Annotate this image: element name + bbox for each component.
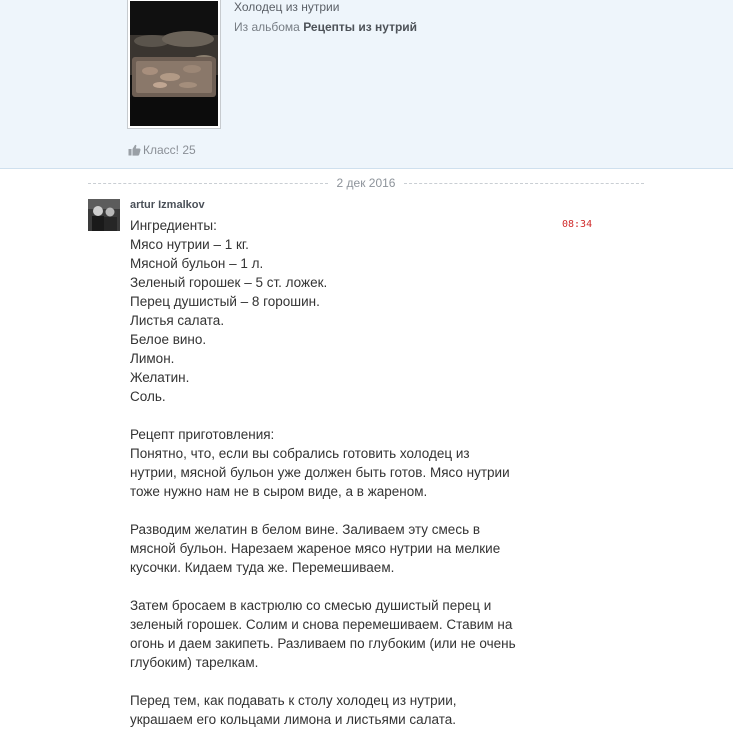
message-line: Белое вино. xyxy=(130,332,207,347)
separator-line-right xyxy=(404,183,644,184)
message-line: глубоким) тарелкам. xyxy=(130,655,259,670)
like-button[interactable] xyxy=(128,143,196,157)
message-line: Желатин. xyxy=(130,370,190,385)
photo-image xyxy=(130,1,218,126)
message-time: 08:34 xyxy=(562,219,593,230)
message-text xyxy=(130,216,550,729)
message-line: Зеленый горошек – 5 ст. ложек. xyxy=(130,275,328,290)
avatar[interactable] xyxy=(88,199,120,231)
album-link[interactable]: Рецепты из нутрий xyxy=(303,20,418,34)
message-line: Разводим желатин в белом вине. Заливаем эту смесь в xyxy=(130,522,481,537)
separator-line-left xyxy=(88,183,328,184)
message-line: Мясной бульон – 1 л. xyxy=(130,256,264,271)
message-line: кусочки. Кидаем туда же. Перемешиваем. xyxy=(130,560,395,575)
message-line: Ингредиенты: xyxy=(130,218,217,233)
message-line: Рецепт приготовления: xyxy=(130,427,275,442)
message-line: нутрии, мясной бульон уже должен быть готов. Мясо нутрии xyxy=(130,465,510,480)
paragraph-gap xyxy=(130,501,550,520)
message-line: украшаем его кольцами лимона и листьями салата. xyxy=(130,712,457,727)
message-line: Листья салата. xyxy=(130,313,225,328)
message-line: тоже нужно нам не в сыром виде, а в жареном. xyxy=(130,484,428,499)
message-line: Соль. xyxy=(130,389,166,404)
like-label: Класс! 25 xyxy=(143,143,196,157)
thumbs-up-icon xyxy=(128,144,141,156)
date-label: 2 дек 2016 xyxy=(336,176,396,190)
message-line: Мясо нутрии – 1 кг. xyxy=(130,237,249,252)
paragraph-gap xyxy=(130,406,550,425)
message-line: Перед тем, как подавать к столу холодец из нутрии, xyxy=(130,693,457,708)
album-prefix: Из альбома xyxy=(234,20,304,34)
message-line: Понятно, что, если вы собрались готовить холодец из xyxy=(130,446,470,461)
photo-post-panel xyxy=(0,0,733,169)
date-separator xyxy=(88,176,644,190)
photo-title[interactable]: Холодец из нутрии xyxy=(234,0,340,14)
message-line: Перец душистый – 8 горошин. xyxy=(130,294,320,309)
message-line: мясной бульон. Нарезаем жареное мясо нутрии на мелкие xyxy=(130,541,501,556)
paragraph-gap xyxy=(130,672,550,691)
message-line: огонь и даем закипеть. Разливаем по глубоким (или не очень xyxy=(130,636,516,651)
message-line: Затем бросаем в кастрюлю со смесью душистый перец и xyxy=(130,598,492,613)
message-line: Лимон. xyxy=(130,351,175,366)
album-line xyxy=(234,20,417,34)
message-line: зеленый горошек. Солим и снова перемешиваем. Ставим на xyxy=(130,617,513,632)
photo-thumbnail[interactable] xyxy=(127,0,221,129)
author-name[interactable]: artur Izmalkov xyxy=(130,199,205,211)
paragraph-gap xyxy=(130,577,550,596)
